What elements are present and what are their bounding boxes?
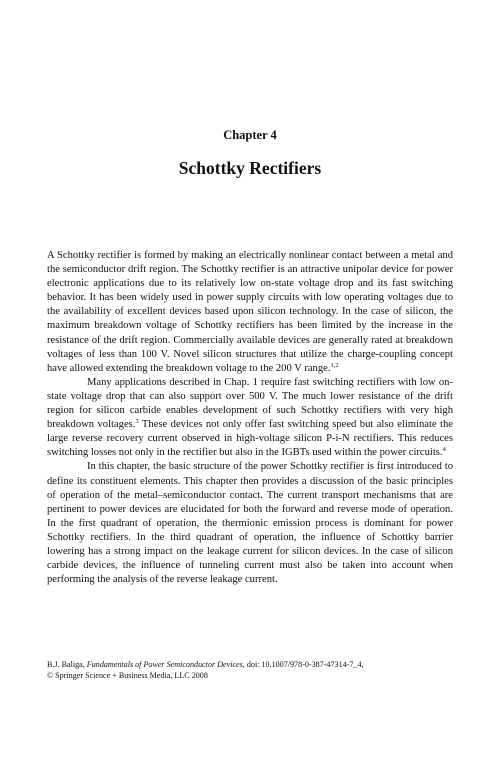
footer-book-title: Fundamentals of Power Semiconductor Devices bbox=[86, 660, 243, 669]
chapter-label: Chapter 4 bbox=[223, 128, 277, 142]
citation-ref: 3 bbox=[135, 418, 139, 426]
page-footer bbox=[47, 660, 453, 681]
paragraph-3-text: In this chapter, the basic structure of the power Schottky rectifier is first introduced to define its constituent elements. This chapter then provides a discussion of the basic principles of operation of the metal–semiconductor contact. The current transport mechanisms that are pertinent to power devices are elucidated for both the forward and reverse mode of operation. In the first quadrant of operation, the thermionic emission process is dominant for power Schottky rectifiers. In the third quadrant of operation, the influence of Schottky barrier lowering has a strong impact on the leakage current for silicon devices. In the case of silicon carbide devices, the influence of tunneling current must also be taken into account when performing the analysis of the reverse leakage current. bbox=[47, 461, 453, 586]
paragraph-2-text: Many applications described in Chap. 1 require fast switching rectifiers with low on-state voltage drop that can also support over 500 V. The much lower resistance of the drift region for silicon carbide enables development of such Schottky rectifiers with very high breakdown voltages. bbox=[47, 376, 453, 431]
footer-doi: , doi: 10.1007/978-0-387-47314-7_4, bbox=[242, 660, 364, 669]
footer-author: B.J. Baliga, bbox=[47, 660, 87, 669]
paragraph-2-tail: These devices not only offer fast switching speed but also eliminate the large reverse recovery current observed in high-voltage silicon P-i-N rectifiers. This reduces switching losses not only in the rectifier but also in the IGBTs used within the power circuits. bbox=[47, 419, 454, 459]
citation-ref: 1,2 bbox=[330, 361, 339, 369]
paragraph-3 bbox=[47, 460, 453, 587]
chapter-title: Schottky Rectifiers bbox=[178, 158, 322, 178]
paragraph-1 bbox=[47, 249, 453, 376]
paragraph-2 bbox=[47, 376, 453, 461]
footer-copyright: © Springer Science + Business Media, LLC 2008 bbox=[47, 670, 208, 680]
chapter-body bbox=[47, 249, 453, 587]
paragraph-1-text: A Schottky rectifier is formed by making an electrically nonlinear contact between a metal and the semiconductor drift region. The Schottky rectifier is an attractive unipolar device for power electronic applications due to its relatively low on-state voltage drop and its fast switching behavior. It has been widely used in power supply circuits with low operating voltages due to the availability of excellent devices based upon silicon technology. In the case of silicon, the maximum breakdown voltage of Schottky rectifiers has been limited by the increase in the resistance of the drift region. Commercially available devices are generally rated at breakdown voltages of less than 100 V. Novel silicon structures that utilize the charge-coupling concept have allowed extending the breakdown voltage to the 200 V range. bbox=[47, 250, 453, 374]
citation-line bbox=[47, 660, 453, 671]
citation-ref: 4 bbox=[442, 446, 446, 454]
